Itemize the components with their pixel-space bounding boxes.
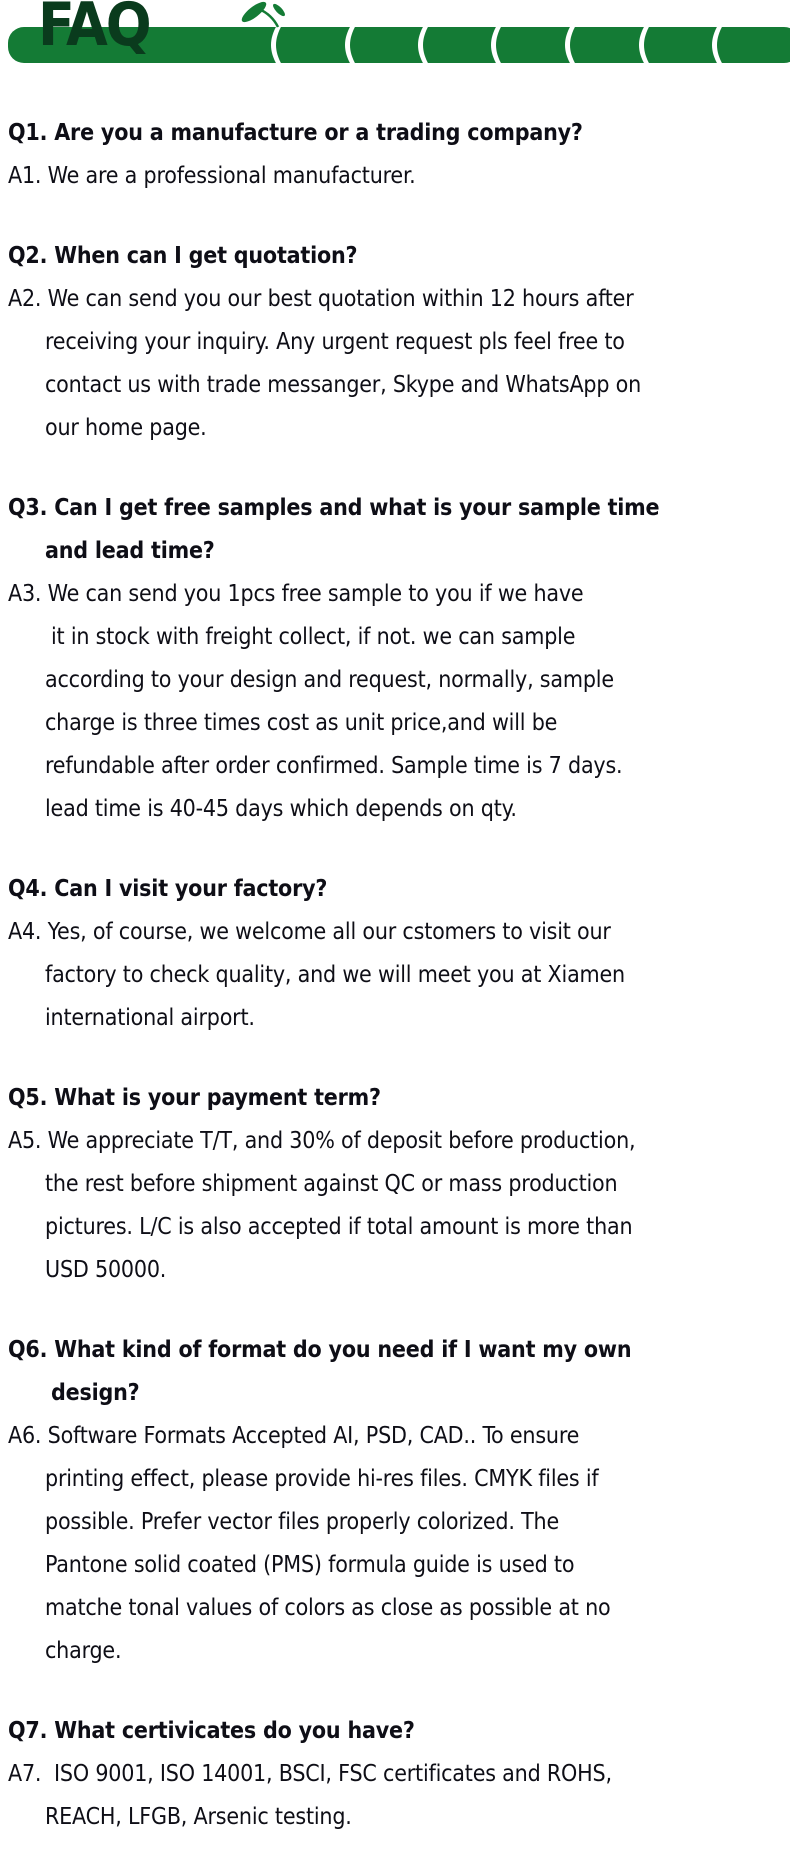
- question-line: Q4. Can I visit your factory?: [8, 876, 328, 902]
- bamboo-leaf-icon: [239, 0, 287, 27]
- faq-question: [8, 1077, 790, 1120]
- answer-line: A7. ISO 9001, ISO 14001, BSCI, FSC certificates and ROHS,: [8, 1761, 612, 1787]
- answer-line: lead time is 40-45 days which depends on qty.: [45, 796, 517, 822]
- faq-item-7: [8, 1710, 790, 1839]
- answer-line: A6. Software Formats Accepted AI, PSD, CAD.. To ensure: [8, 1423, 580, 1449]
- faq-question: [8, 868, 790, 911]
- faq-item-6: [8, 1329, 790, 1673]
- answer-line: A3. We can send you 1pcs free sample to you if we have: [8, 581, 584, 607]
- answer-line: USD 50000.: [45, 1257, 167, 1283]
- answer-line: Pantone solid coated (PMS) formula guide is used to: [45, 1552, 575, 1578]
- answer-line: charge.: [45, 1638, 122, 1664]
- answer-line: our home page.: [45, 415, 207, 441]
- answer-line: refundable after order confirmed. Sample time is 7 days.: [45, 753, 623, 779]
- faq-question: [8, 487, 790, 573]
- faq-answer: [8, 1415, 790, 1673]
- answer-line: A1. We are a professional manufacturer.: [8, 163, 416, 189]
- faq-question: [8, 1329, 790, 1415]
- question-line: Q3. Can I get free samples and what is your sample time: [8, 495, 660, 521]
- answer-line: printing effect, please provide hi-res files. CMYK files if: [45, 1466, 599, 1492]
- answer-line: matche tonal values of colors as close as possible at no: [45, 1595, 611, 1621]
- page-title: FAQ: [38, 0, 150, 60]
- faq-item-1: [8, 112, 790, 198]
- faq-question: [8, 1710, 790, 1753]
- faq-item-2: [8, 235, 790, 450]
- faq-answer: [8, 911, 790, 1040]
- answer-line: A2. We can send you our best quotation within 12 hours after: [8, 286, 634, 312]
- faq-answer: [8, 155, 790, 198]
- question-line: Q5. What is your payment term?: [8, 1085, 381, 1111]
- question-line: design?: [51, 1380, 140, 1406]
- faq-answer: [8, 1753, 790, 1839]
- question-line: Q7. What certivicates do you have?: [8, 1718, 415, 1744]
- question-line: Q1. Are you a manufacture or a trading company?: [8, 120, 583, 146]
- faq-answer: [8, 278, 790, 450]
- faq-list: [0, 66, 790, 1851]
- faq-item-5: [8, 1077, 790, 1292]
- question-line: and lead time?: [45, 538, 215, 564]
- faq-item-3: [8, 487, 790, 831]
- question-line: Q2. When can I get quotation?: [8, 243, 358, 269]
- faq-banner: [0, 0, 790, 66]
- answer-line: A5. We appreciate T/T, and 30% of deposit before production,: [8, 1128, 636, 1154]
- faq-answer: [8, 1120, 790, 1292]
- faq-question: [8, 235, 790, 278]
- answer-line: it in stock with freight collect, if not. we can sample: [51, 624, 576, 650]
- answer-line: charge is three times cost as unit price,and will be: [45, 710, 558, 736]
- answer-line: possible. Prefer vector files properly colorized. The: [45, 1509, 559, 1535]
- faq-answer: [8, 573, 790, 831]
- answer-line: according to your design and request, normally, sample: [45, 667, 614, 693]
- answer-line: A4. Yes, of course, we welcome all our cstomers to visit our: [8, 919, 611, 945]
- faq-item-4: [8, 868, 790, 1040]
- question-line: Q6. What kind of format do you need if I want my own: [8, 1337, 632, 1363]
- answer-line: REACH, LFGB, Arsenic testing.: [45, 1804, 352, 1830]
- answer-line: pictures. L/C is also accepted if total amount is more than: [45, 1214, 633, 1240]
- answer-line: receiving your inquiry. Any urgent request pls feel free to: [45, 329, 625, 355]
- answer-line: contact us with trade messanger, Skype and WhatsApp on: [45, 372, 642, 398]
- answer-line: international airport.: [45, 1005, 255, 1031]
- answer-line: factory to check quality, and we will meet you at Xiamen: [45, 962, 625, 988]
- answer-line: the rest before shipment against QC or mass production: [45, 1171, 618, 1197]
- faq-question: [8, 112, 790, 155]
